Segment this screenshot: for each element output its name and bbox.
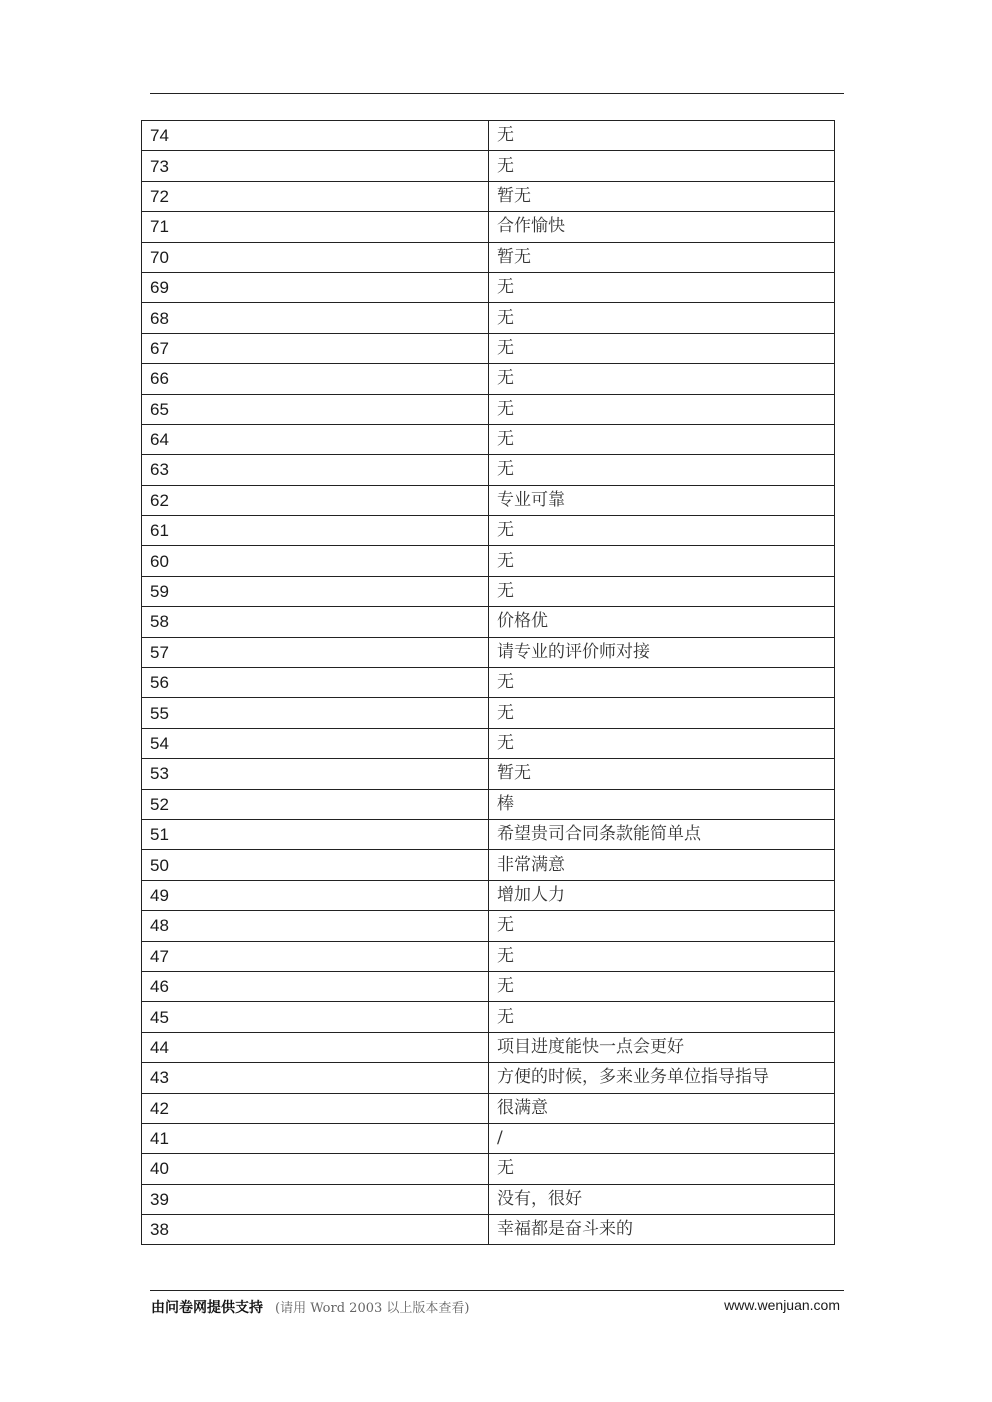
answer-text-cell: 无 — [489, 272, 835, 302]
row-number-cell: 41 — [142, 1123, 489, 1153]
table-row — [142, 698, 835, 728]
row-number-cell: 54 — [142, 728, 489, 758]
table-row — [142, 1184, 835, 1214]
row-number-cell: 44 — [142, 1032, 489, 1062]
answer-text-cell: 无 — [489, 455, 835, 485]
table-row — [142, 607, 835, 637]
footer-version-note: (请用 Word 2003 以上版本查看) — [275, 1301, 470, 1316]
table-row — [142, 850, 835, 880]
row-number-cell: 53 — [142, 759, 489, 789]
row-number-cell: 38 — [142, 1215, 489, 1245]
table-row — [142, 212, 835, 242]
table-row — [142, 668, 835, 698]
table-row — [142, 242, 835, 272]
table-row — [142, 911, 835, 941]
table-row — [142, 121, 835, 151]
table-row — [142, 759, 835, 789]
row-number-cell: 64 — [142, 424, 489, 454]
answer-text-cell: 无 — [489, 303, 835, 333]
answer-text-cell: 无 — [489, 728, 835, 758]
answer-text-cell: 希望贵司合同条款能简单点 — [489, 819, 835, 849]
answer-text-cell: 没有，很好 — [489, 1184, 835, 1214]
row-number-cell: 61 — [142, 516, 489, 546]
row-number-cell: 67 — [142, 333, 489, 363]
row-number-cell: 52 — [142, 789, 489, 819]
row-number-cell: 39 — [142, 1184, 489, 1214]
table-row — [142, 819, 835, 849]
answer-text-cell: 很满意 — [489, 1093, 835, 1123]
answer-text-cell: 专业可靠 — [489, 485, 835, 515]
answer-text-cell: / — [489, 1123, 835, 1153]
table-row — [142, 1093, 835, 1123]
table-row — [142, 576, 835, 606]
answer-text-cell: 无 — [489, 546, 835, 576]
table-row — [142, 272, 835, 302]
row-number-cell: 68 — [142, 303, 489, 333]
row-number-cell: 46 — [142, 971, 489, 1001]
table-row — [142, 941, 835, 971]
table-row — [142, 880, 835, 910]
row-number-cell: 47 — [142, 941, 489, 971]
row-number-cell: 45 — [142, 1002, 489, 1032]
answer-text-cell: 方便的时候，多来业务单位指导指导 — [489, 1063, 835, 1093]
row-number-cell: 56 — [142, 668, 489, 698]
answer-text-cell: 增加人力 — [489, 880, 835, 910]
row-number-cell: 42 — [142, 1093, 489, 1123]
table-row — [142, 1002, 835, 1032]
answer-text-cell: 合作愉快 — [489, 212, 835, 242]
answer-text-cell: 无 — [489, 941, 835, 971]
row-number-cell: 58 — [142, 607, 489, 637]
table-row — [142, 485, 835, 515]
answer-text-cell: 无 — [489, 333, 835, 363]
answer-text-cell: 项目进度能快一点会更好 — [489, 1032, 835, 1062]
answer-text-cell: 无 — [489, 151, 835, 181]
table-row — [142, 1154, 835, 1184]
row-number-cell: 48 — [142, 911, 489, 941]
row-number-cell: 49 — [142, 880, 489, 910]
table-row — [142, 1123, 835, 1153]
table-row — [142, 546, 835, 576]
answer-text-cell: 无 — [489, 698, 835, 728]
answer-text-cell: 请专业的评价师对接 — [489, 637, 835, 667]
table-row — [142, 789, 835, 819]
row-number-cell: 74 — [142, 121, 489, 151]
table-row — [142, 971, 835, 1001]
table-row — [142, 394, 835, 424]
row-number-cell: 73 — [142, 151, 489, 181]
row-number-cell: 59 — [142, 576, 489, 606]
answer-text-cell: 价格优 — [489, 607, 835, 637]
table-row — [142, 333, 835, 363]
footer-credit — [151, 1297, 469, 1317]
answers-table — [141, 120, 835, 1245]
answer-text-cell: 无 — [489, 1002, 835, 1032]
answer-text-cell: 无 — [489, 394, 835, 424]
answer-text-cell: 非常满意 — [489, 850, 835, 880]
answer-text-cell: 幸福都是奋斗来的 — [489, 1215, 835, 1245]
row-number-cell: 40 — [142, 1154, 489, 1184]
answer-text-cell: 无 — [489, 424, 835, 454]
row-number-cell: 71 — [142, 212, 489, 242]
row-number-cell: 69 — [142, 272, 489, 302]
row-number-cell: 57 — [142, 637, 489, 667]
answers-table-body — [142, 121, 835, 1245]
answer-text-cell: 无 — [489, 121, 835, 151]
row-number-cell: 62 — [142, 485, 489, 515]
answer-text-cell: 无 — [489, 668, 835, 698]
row-number-cell: 55 — [142, 698, 489, 728]
answer-text-cell: 无 — [489, 516, 835, 546]
row-number-cell: 51 — [142, 819, 489, 849]
row-number-cell: 72 — [142, 181, 489, 211]
table-row — [142, 1063, 835, 1093]
answer-text-cell: 棒 — [489, 789, 835, 819]
footer-divider — [150, 1290, 844, 1291]
row-number-cell: 66 — [142, 364, 489, 394]
answer-text-cell: 暂无 — [489, 242, 835, 272]
table-row — [142, 151, 835, 181]
table-row — [142, 1215, 835, 1245]
table-row — [142, 455, 835, 485]
answer-text-cell: 无 — [489, 364, 835, 394]
row-number-cell: 60 — [142, 546, 489, 576]
row-number-cell: 43 — [142, 1063, 489, 1093]
footer-brand: 由问卷网提供支持 — [151, 1300, 263, 1316]
answer-text-cell: 暂无 — [489, 181, 835, 211]
answer-text-cell: 无 — [489, 971, 835, 1001]
row-number-cell: 65 — [142, 394, 489, 424]
table-row — [142, 424, 835, 454]
answer-text-cell: 无 — [489, 1154, 835, 1184]
row-number-cell: 63 — [142, 455, 489, 485]
table-row — [142, 181, 835, 211]
header-divider — [150, 93, 844, 94]
answer-text-cell: 无 — [489, 911, 835, 941]
table-row — [142, 516, 835, 546]
answer-text-cell: 无 — [489, 576, 835, 606]
row-number-cell: 70 — [142, 242, 489, 272]
table-row — [142, 728, 835, 758]
table-row — [142, 637, 835, 667]
row-number-cell: 50 — [142, 850, 489, 880]
table-row — [142, 1032, 835, 1062]
table-row — [142, 303, 835, 333]
table-row — [142, 364, 835, 394]
footer-website-link[interactable]: www.wenjuan.com — [724, 1297, 840, 1313]
answer-text-cell: 暂无 — [489, 759, 835, 789]
